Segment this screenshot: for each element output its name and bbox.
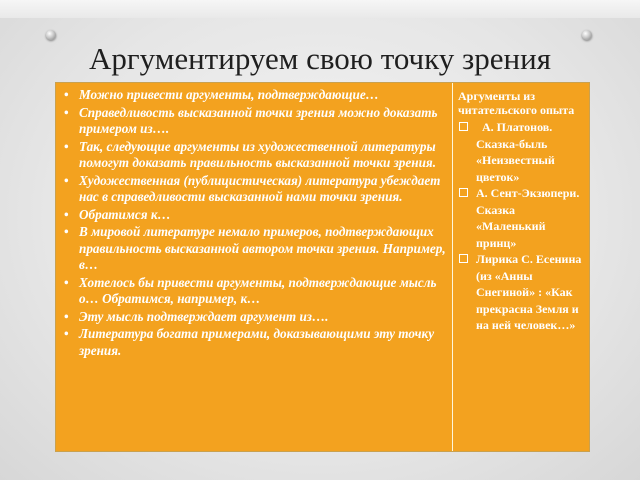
reading-experience-column	[453, 83, 589, 451]
list-item-text: Лирика С. Есенина (из «Анны Снегиной» : «Как прекрасна Земля и на ней человек…»	[476, 252, 582, 332]
list-item: • Справедливость высказанной точки зрения можно доказать примером из….	[62, 105, 448, 138]
phrases-list	[56, 83, 452, 359]
list-item: • Обратимся к…	[62, 207, 448, 224]
list-item	[458, 185, 585, 251]
list-item: • Художественная (публицистическая) литература убеждает нас в справедливости высказанной нами точки зрения.	[62, 173, 448, 206]
pushpin-icon-left	[46, 30, 56, 40]
list-item: • Так, следующие аргументы из художественной литературы помогут доказать правильность высказанной точки зрения.	[62, 139, 448, 172]
reading-list	[453, 119, 589, 334]
slide-top-strip	[0, 0, 640, 18]
pushpin-icon-right	[582, 30, 592, 40]
list-item: • Можно привести аргументы, подтверждающие…	[62, 87, 448, 104]
list-item	[458, 251, 585, 334]
list-item: • В мировой литературе немало примеров, подтверждающих правильность высказанной автором точки зрения. Например, в…	[62, 224, 448, 274]
list-item: • Эту мысль подтверждает аргумент из….	[62, 309, 448, 326]
reading-heading: Аргументы из читательского опыта	[458, 89, 575, 117]
list-item-text: А. Платонов. Сказка-быль «Неизвестный цветок»	[476, 120, 558, 184]
square-bullet-icon	[459, 188, 468, 197]
list-item: • Литература богата примерами, доказывающими эту точку зрения.	[62, 326, 448, 359]
content-board	[55, 82, 590, 452]
phrases-column	[56, 83, 453, 451]
list-item-text: А. Сент-Экзюпери. Сказка «Маленький принц»	[476, 186, 580, 250]
list-item: • Хотелось бы привести аргументы, подтверждающие мысль о… Обратимся, например, к…	[62, 275, 448, 308]
slide-title: Аргументируем свою точку зрения	[89, 41, 551, 76]
square-bullet-icon	[459, 254, 468, 263]
square-bullet-icon	[459, 122, 468, 131]
list-item	[458, 119, 585, 185]
